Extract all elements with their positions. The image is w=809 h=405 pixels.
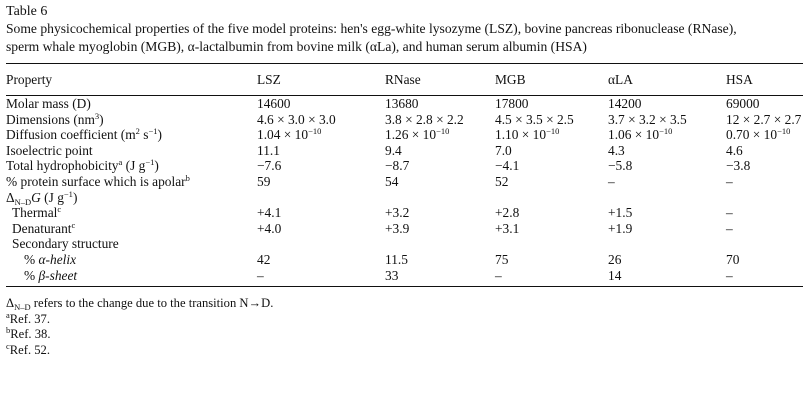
- table-row-apolar-surface: [6, 174, 803, 190]
- row-label: [6, 252, 257, 268]
- table-row-diffusion: [6, 127, 803, 143]
- delta-symbol: Δ: [6, 189, 15, 205]
- footnote-a: [6, 309, 803, 328]
- cell-hsa: 4.6: [726, 142, 743, 158]
- cell-mgb: [495, 127, 608, 143]
- table-label: Table 6: [6, 4, 48, 19]
- table-row-gibbs-header: [6, 190, 803, 206]
- row-label-mid: (J g: [122, 158, 146, 174]
- row-label-tail: ): [154, 158, 159, 174]
- table-row-secondary-header: [6, 236, 803, 252]
- cell-rnase: +3.2: [385, 205, 410, 221]
- footnote-mark: a: [6, 309, 10, 320]
- column-header-lsz: LSZ: [257, 71, 281, 87]
- row-label: Secondary structure: [12, 236, 119, 252]
- cell-rnase: 11.5: [385, 251, 408, 267]
- header-row: [6, 64, 803, 95]
- cell-hsa: –: [726, 205, 733, 221]
- cell-ala: 26: [608, 251, 622, 267]
- gibbs-unit-open: (J g: [40, 189, 64, 205]
- footnote-delta: [6, 296, 803, 312]
- cell-lsz: 14600: [257, 96, 291, 111]
- gibbs-unit-sup: −1: [63, 188, 73, 199]
- footnote-mark: b: [6, 325, 11, 336]
- cell-hsa: 69000: [726, 96, 760, 111]
- row-label-sup: c: [71, 219, 76, 230]
- row-label-text: Total hydrophobicity: [6, 158, 119, 174]
- cell-hsa: 12 × 2.7 × 2.7: [726, 111, 802, 127]
- row-label-greek: α-helix: [38, 251, 77, 267]
- footnote-text: Ref. 52.: [9, 342, 51, 357]
- row-label-tail: ): [157, 127, 162, 143]
- cell-ala: –: [608, 173, 615, 189]
- row-label: [6, 205, 257, 221]
- cell-lsz: 11.1: [257, 142, 280, 158]
- table-row-beta-sheet: [6, 268, 803, 284]
- column-header-property: Property: [6, 71, 53, 87]
- table-caption: [6, 20, 803, 56]
- row-label-sup2: −1: [145, 157, 155, 168]
- row-label: [6, 112, 257, 128]
- cell-hsa: 70: [726, 251, 740, 267]
- row-label-sup: c: [57, 204, 62, 215]
- row-label: [6, 96, 257, 112]
- caption-line-1: Some physicochemical properties of the five model proteins: hen's egg-white lysozyme (LSZ), bovine pancreas ribonuclease (RNase),: [6, 21, 737, 36]
- row-label: [6, 127, 257, 143]
- cell-mgb: −4.1: [495, 158, 520, 174]
- cell-rnase: [385, 127, 495, 143]
- cell-lsz: [257, 127, 385, 143]
- cell-mantissa: 0.70 × 10: [726, 127, 778, 143]
- column-header-hsa: HSA: [726, 71, 753, 87]
- cell-mantissa: 1.06 × 10: [608, 127, 660, 143]
- row-label-text: % protein surface which is apolar: [6, 173, 186, 189]
- cell-exponent: −10: [777, 126, 791, 137]
- row-label: [6, 268, 257, 284]
- table-row-denaturant: [6, 221, 803, 237]
- cell-lsz: –: [257, 267, 264, 283]
- cell-ala: −5.8: [608, 158, 633, 174]
- cell-hsa: –: [726, 267, 733, 283]
- cell-mantissa: 1.04 × 10: [257, 127, 309, 143]
- row-label-text: Isoelectric point: [6, 142, 93, 158]
- cell-lsz: −7.6: [257, 158, 282, 174]
- footnote-delta-symbol: Δ: [6, 296, 15, 311]
- cell-ala: +1.9: [608, 220, 633, 236]
- footnote-mark: c: [6, 340, 10, 351]
- footnote-delta-subscript: N–D: [14, 302, 31, 313]
- column-header-ala: αLA: [608, 71, 633, 87]
- cell-lsz: 42: [257, 251, 271, 267]
- cell-rnase: 3.8 × 2.8 × 2.2: [385, 111, 464, 127]
- row-label-mid: s: [139, 127, 149, 143]
- cell-exponent: −10: [308, 126, 322, 137]
- cell-rnase: 9.4: [385, 142, 402, 158]
- cell-hsa: –: [726, 220, 733, 236]
- properties-table-body: [6, 96, 803, 283]
- cell-exponent: −10: [546, 126, 560, 137]
- row-label-sup: 3: [94, 110, 100, 121]
- cell-rnase: +3.9: [385, 220, 410, 236]
- cell-mgb: 17800: [495, 96, 529, 111]
- footnote-text: Ref. 38.: [10, 327, 51, 342]
- cell-mgb: 52: [495, 173, 509, 189]
- row-label: [6, 158, 257, 174]
- table-row-molar-mass: [6, 96, 803, 112]
- cell-mgb: –: [495, 267, 502, 283]
- cell-mgb: +3.1: [495, 220, 520, 236]
- table-row-alpha-helix: [6, 252, 803, 268]
- table-document: [6, 3, 803, 359]
- cell-exponent: −10: [436, 126, 450, 137]
- footnote-delta-text: refers to the change due to the transition N→D.: [30, 296, 274, 311]
- footnotes: [6, 296, 803, 358]
- cell-ala: [608, 127, 726, 143]
- row-label-sup2: −1: [148, 126, 158, 137]
- cell-lsz: +4.0: [257, 220, 282, 236]
- properties-table: [6, 64, 803, 95]
- cell-lsz: 59: [257, 173, 271, 189]
- cell-rnase: −8.7: [385, 158, 410, 174]
- row-label-text: Thermal: [12, 205, 58, 221]
- gibbs-unit-close: ): [72, 189, 78, 205]
- row-label: [6, 143, 257, 159]
- cell-mgb: +2.8: [495, 205, 520, 221]
- row-label-text: Dimensions (nm: [6, 111, 95, 127]
- caption-line-2: sperm whale myoglobin (MGB), α-lactalbumin from bovine milk (αLa), and human serum albumin (HSA): [6, 39, 587, 54]
- table-row-hydrophobicity: [6, 158, 803, 174]
- cell-lsz: +4.1: [257, 205, 282, 221]
- row-label-text: Denaturant: [12, 220, 72, 236]
- column-header-mgb: MGB: [495, 71, 526, 87]
- cell-mantissa: 1.26 × 10: [385, 127, 437, 143]
- table-row-dimensions: [6, 112, 803, 128]
- cell-hsa: –: [726, 173, 733, 189]
- cell-ala: +1.5: [608, 205, 633, 221]
- footnote-b: [6, 327, 803, 343]
- row-label-pct: %: [24, 267, 39, 283]
- delta-subscript: N–D: [14, 196, 32, 207]
- cell-mantissa: 1.10 × 10: [495, 127, 547, 143]
- column-header-rnase: RNase: [385, 71, 421, 87]
- cell-mgb: 7.0: [495, 142, 512, 158]
- cell-ala: 14200: [608, 96, 642, 111]
- cell-ala: 4.3: [608, 142, 625, 158]
- row-label: [6, 221, 257, 237]
- cell-rnase: 54: [385, 173, 399, 189]
- cell-hsa: −3.8: [726, 158, 751, 174]
- row-label-pct: %: [24, 251, 39, 267]
- row-label-text: Molar mass (D): [6, 96, 91, 111]
- cell-rnase: 13680: [385, 96, 419, 111]
- bottom-rule: [6, 286, 803, 287]
- cell-ala: 14: [608, 267, 622, 283]
- cell-rnase: 33: [385, 267, 399, 283]
- row-label-tail: ): [99, 111, 104, 127]
- row-label-greek: β-sheet: [38, 267, 78, 283]
- table-row-isoelectric: [6, 143, 803, 159]
- row-label-sup: b: [185, 172, 190, 183]
- row-label: [6, 190, 257, 206]
- cell-exponent: −10: [659, 126, 673, 137]
- footnote-c: [6, 340, 803, 359]
- gibbs-g: G: [31, 189, 41, 205]
- row-label: [6, 174, 257, 190]
- cell-mgb: 75: [495, 251, 509, 267]
- row-label-sup: a: [118, 157, 123, 168]
- cell-ala: 3.7 × 3.2 × 3.5: [608, 111, 687, 127]
- row-label-sup: 2: [135, 126, 140, 137]
- cell-mgb: 4.5 × 3.5 × 2.5: [495, 111, 574, 127]
- footnote-text: Ref. 37.: [9, 311, 51, 326]
- cell-lsz: 4.6 × 3.0 × 3.0: [257, 111, 336, 127]
- table-row-thermal: [6, 205, 803, 221]
- cell-hsa: [726, 127, 803, 143]
- row-label-text: Diffusion coefficient (m: [6, 127, 136, 143]
